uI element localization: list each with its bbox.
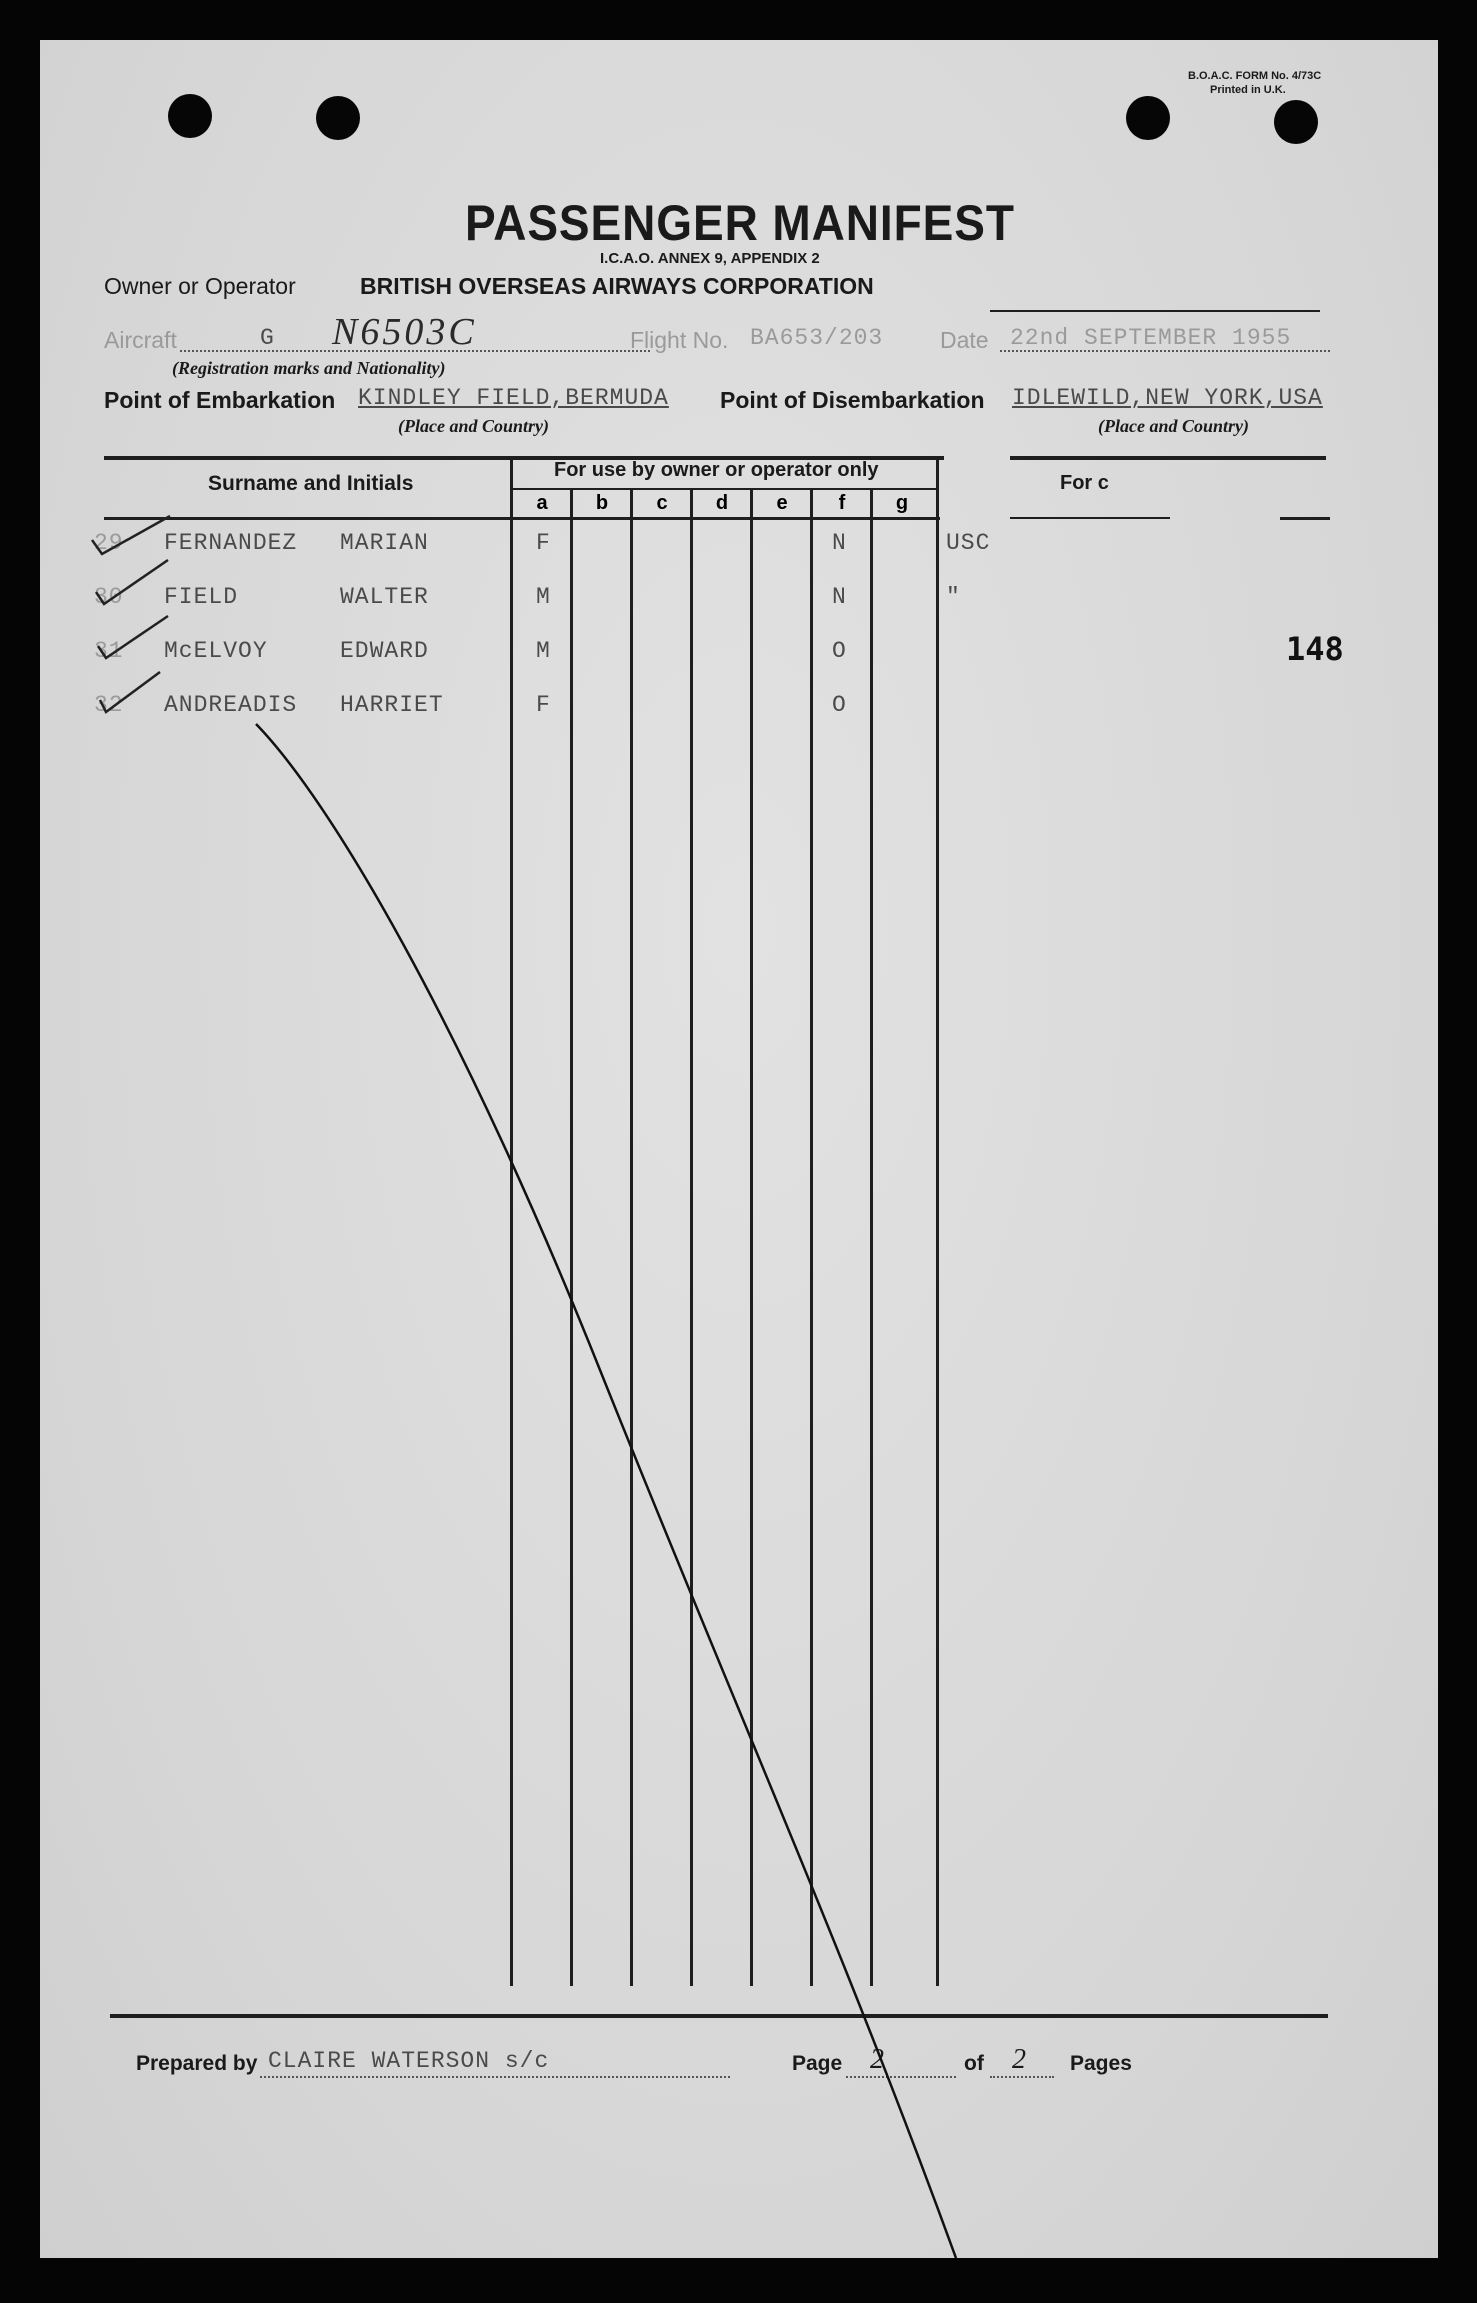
- cell-a: M: [536, 584, 551, 610]
- nationality-cell: USC: [946, 530, 991, 556]
- aircraft-label: Aircraft: [104, 327, 177, 353]
- column-header-a: a: [536, 492, 548, 514]
- surname-header: Surname and Initials: [208, 472, 414, 495]
- given-name-cell: EDWARD: [340, 638, 429, 664]
- prepared-value: CLAIRE WATERSON s/c: [268, 2048, 550, 2074]
- manifest-sheet: [40, 40, 1438, 2258]
- aircraft-value: N6503C: [332, 311, 477, 353]
- cell-f: N: [832, 530, 847, 556]
- form-number: B.O.A.C. FORM No. 4/73C: [1188, 70, 1322, 82]
- registration-note: (Registration marks and Nationality): [172, 358, 446, 378]
- row-number: 31: [94, 638, 124, 664]
- check-mark: [96, 560, 168, 604]
- date-label: Date: [940, 327, 989, 353]
- flight-label: Flight No.: [630, 327, 729, 353]
- date-value: 22nd SEPTEMBER 1955: [1010, 325, 1292, 351]
- nationality-cell: ": [946, 584, 961, 610]
- surname-cell: McELVOY: [164, 638, 268, 664]
- check-mark: [100, 672, 160, 712]
- stamp-number: 148: [1286, 630, 1344, 668]
- embark-value: KINDLEY FIELD,BERMUDA: [358, 385, 669, 411]
- column-header-f: f: [838, 492, 846, 514]
- row-number: 32: [94, 692, 124, 718]
- row-number: 29: [94, 530, 124, 556]
- owner-label: Owner or Operator: [104, 273, 296, 299]
- diagonal-strike-line: [256, 724, 956, 2258]
- page-title: PASSENGER MANIFEST: [465, 195, 1015, 251]
- printed-in: Printed in U.K.: [1210, 84, 1286, 96]
- row-number: 30: [94, 584, 124, 610]
- column-header-c: c: [656, 492, 668, 514]
- column-header-d: d: [715, 492, 729, 514]
- disembark-label: Point of Disembarkation: [720, 387, 985, 413]
- given-name-cell: WALTER: [340, 584, 429, 610]
- form-subtitle: I.C.A.O. ANNEX 9, APPENDIX 2: [600, 250, 820, 267]
- given-name-cell: MARIAN: [340, 530, 429, 556]
- pages-label: Pages: [1070, 2052, 1132, 2075]
- page-label: Page: [792, 2052, 843, 2075]
- aircraft-prefix: G: [260, 325, 275, 351]
- column-header-e: e: [776, 492, 788, 514]
- given-name-cell: HARRIET: [340, 692, 444, 718]
- page-value: 2: [870, 2044, 884, 2075]
- cell-a: F: [536, 692, 551, 718]
- cell-a: M: [536, 638, 551, 664]
- cell-f: N: [832, 584, 847, 610]
- check-mark: [92, 516, 170, 554]
- surname-cell: ANDREADIS: [164, 692, 298, 718]
- of-value: 2: [1012, 2044, 1026, 2075]
- pen-marks: [40, 40, 1438, 2258]
- column-header-g: g: [895, 492, 909, 514]
- owner-use-header: For use by owner or operator only: [554, 459, 879, 481]
- cell-f: O: [832, 692, 847, 718]
- embark-label: Point of Embarkation: [104, 387, 336, 413]
- cell-f: O: [832, 638, 847, 664]
- surname-cell: FERNANDEZ: [164, 530, 298, 556]
- prepared-label: Prepared by: [136, 2052, 258, 2075]
- official-header: For c: [1060, 472, 1109, 494]
- check-mark: [98, 616, 168, 658]
- owner-value: BRITISH OVERSEAS AIRWAYS CORPORATION: [360, 273, 874, 299]
- flight-value: BA653/203: [750, 325, 884, 351]
- column-header-b: b: [595, 492, 609, 514]
- embark-note: (Place and Country): [398, 416, 549, 436]
- disembark-note: (Place and Country): [1098, 416, 1249, 436]
- disembark-value: IDLEWILD,NEW YORK,USA: [1012, 385, 1323, 411]
- of-label: of: [964, 2052, 984, 2075]
- cell-a: F: [536, 530, 551, 556]
- surname-cell: FIELD: [164, 584, 239, 610]
